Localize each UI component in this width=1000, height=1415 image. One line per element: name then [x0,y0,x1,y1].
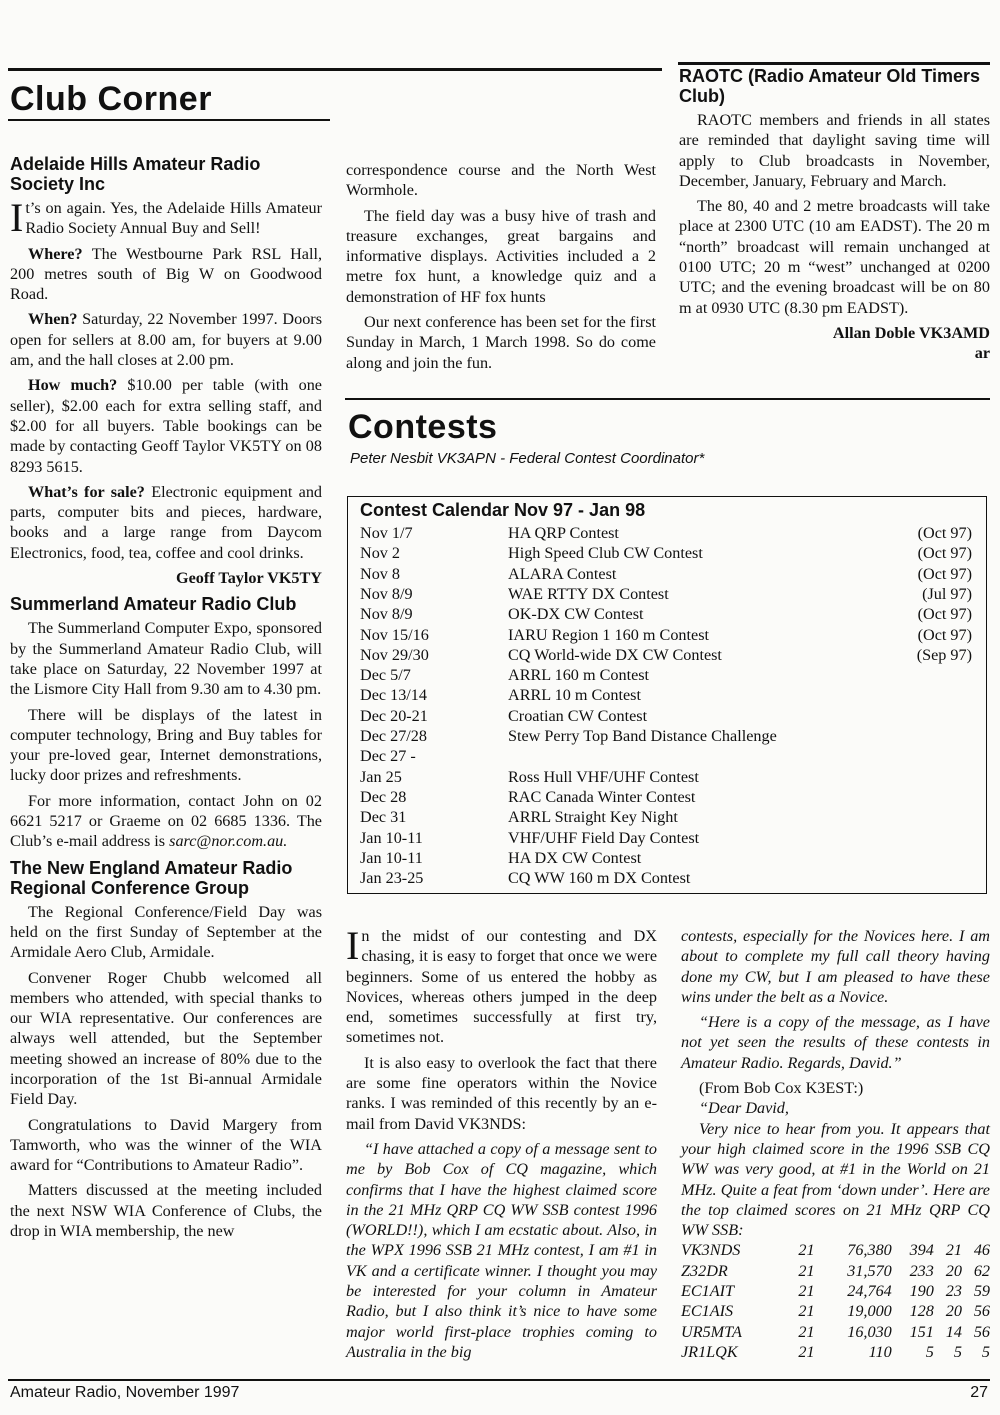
calendar-date: Nov 2 [360,544,401,563]
score-cell: JR1LQK [681,1342,738,1361]
calendar-row [360,685,972,705]
contests-quote-1b: contests, especially for the Novices here. I am about to complete my full call theory having done my CW, but I am pleased to have these wins under the belt as a Novice. [681,927,990,1006]
score-cell: 24,764 [847,1282,892,1301]
calendar-name: ARRL 160 m Contest [508,666,650,685]
score-cell: 21 [945,1241,962,1260]
contests-quote-3: Very nice to hear from you. It appears that your high claimed score in the 1996 SSB CQ WW was very good, at #1 in the World on 21 MHz. Quite a feat from ‘down under’. Here are the top claimed scores on 21 MHz QRP CQ WW SSB: [681,1119,990,1240]
calendar-name: OK-DX CW Contest [508,605,644,624]
adelaide-when: When? Saturday, 22 November 1997. Doors open for sellers at 8.00 am, for buyers at 9.00 am, and the hall closes at 2.00 pm. [10,310,322,370]
calendar-name: CQ WW 160 m DX Contest [508,869,691,888]
calendar-src: (Jul 97) [922,584,972,603]
calendar-name: ARRL Straight Key Night [508,808,678,827]
new-england-p6: The field day was a busy hive of trash and treasure exchanges, great bargains and informative displays. Activities included a 2 metre fox hunt, a knowledge quiz and a demonstration of HF fox hunts [346,206,656,306]
adelaide-where: Where? The Westbourne Park RSL Hall, 200 metres south of Big W on Goodwood Road. [10,244,322,304]
contests-dear: “Dear David, [699,1099,789,1118]
summerland-p1: The Summerland Computer Expo, sponsored by the Summerland Amateur Radio Club, will take place on Saturday, 22 November 1997 at the Lismore City Hall from 9.30 am to 4.30 pm. [10,619,322,699]
calendar-date: Dec 28 [360,787,407,806]
score-cell: 46 [973,1241,990,1260]
calendar-src: (Oct 97) [917,524,972,542]
calendar-src: (Sep 97) [916,645,972,664]
score-row [681,1301,990,1321]
score-cell: 151 [909,1322,934,1341]
score-cell: 20 [945,1261,962,1280]
score-cell: 21 [798,1261,815,1280]
score-cell: 16,030 [847,1322,892,1341]
score-cell: 5 [925,1342,934,1361]
header-underline [8,119,330,121]
calendar-date: Nov 15/16 [360,625,429,644]
summerland-heading: Summerland Amateur Radio Club [10,594,297,615]
contests-from: (From Bob Cox K3EST:) [699,1079,864,1098]
summerland-email: sarc@nor.com.au. [169,832,288,851]
calendar-date: Dec 31 [360,808,407,827]
score-cell: 56 [973,1302,990,1321]
adelaide-forsale: What’s for sale? Electronic equipment and parts, computer bits and pieces, hardware, books and a large range from Daycom Electronics, food, tea, coffee and cool drinks. [10,482,323,562]
column-3-top [679,66,990,369]
calendar-name: RAC Canada Winter Contest [508,787,696,806]
calendar-src: (Oct 97) [917,544,972,563]
new-england-p1: The Regional Conference/Field Day was held on the first Sunday of September at the Armidale Aero Club, Armidale. [10,902,322,962]
score-cell: 21 [798,1282,815,1301]
calendar-row [360,604,972,624]
new-england-heading: The New England Amateur Radio Regional Conference Group [10,857,293,898]
adelaide-heading: Adelaide Hills Amateur Radio Society Inc [10,154,261,194]
calendar-row [360,848,972,868]
new-england-p7: Our next conference has been set for the first Sunday in March, 1 March 1998. So do come along and join the fun. [346,313,656,372]
calendar-title: Contest Calendar Nov 97 - Jan 98 [360,500,646,520]
footer-left: Amateur Radio, November 1997 [10,1384,240,1401]
raotc-end-tag: ar [974,344,990,363]
contests-quote-1: “I have attached a copy of a message sent to me by Bob Cox of CQ magazine, which confirms that I have the highest claimed score in the 21 MHz QRP CQ WW SSB contest 1996 (WORLD!!), which I am ecstatic about. Also, in the WPX 1996 SSB 21 MHz contest, I am #1 in VK and a certificate winner. I thought you may be interested for your column in Amateur Radio, but I also think it’s nice to have some major world first-place trophies coming to Australia in the big [346,1139,657,1361]
score-cell: 31,570 [847,1261,892,1280]
new-england-p2: Convener Roger Chubb welcomed all members who attended, with special thanks to our WIA representative. Our conferences are always well attended, but the September meeting showed an increase of 80% due to the incorporation of the 1st Bi-annual Armidale Field Day. [10,968,322,1109]
raotc-signature: Allan Doble VK3AMD [832,323,990,342]
calendar-row [360,787,972,807]
calendar-date: Nov 1/7 [360,524,413,542]
new-england-p5: correspondence course and the North West Wormhole. [346,161,656,200]
calendar-date: Dec 27/28 [360,727,427,745]
score-cell: 21 [798,1241,815,1260]
calendar-name: ARRL 10 m Contest [508,686,641,705]
score-cell: 5 [953,1342,962,1361]
top-rule-right [678,62,990,65]
column-2-bottom [346,923,657,1367]
calendar-date: Jan 23-25 [360,869,424,888]
club-corner-title: Club Corner [10,80,212,118]
contests-p1: In the midst of our contesting and DX chasing, it is easy to forget that once we were beginners. Some of us entered the hobby as Novices, whereas others jumped in the deep end, sometimes successfully at first try, sometimes not. [346,923,657,1047]
score-row [681,1322,990,1342]
contests-quote-2: “Here is a copy of the message, as I have not yet seen the results of these contests in Amateur Radio. Regards, David.” [681,1013,990,1072]
score-cell: 19,000 [847,1302,892,1321]
score-cell: 56 [973,1322,990,1341]
score-cell: Z32DR [681,1261,728,1280]
score-cell: 394 [909,1241,934,1260]
calendar-date: Jan 10-11 [360,848,423,867]
calendar-date: Nov 8/9 [360,605,413,624]
calendar-row [360,564,972,584]
calendar-date: Dec 20-21 [360,706,428,725]
calendar-row [360,543,972,563]
score-cell: VK3NDS [681,1241,741,1260]
column-3-bottom [681,926,990,1362]
score-cell: EC1AIS [681,1302,734,1321]
calendar-name: WAE RTTY DX Contest [508,584,669,603]
score-cell: 21 [798,1342,815,1361]
calendar-name: High Speed Club CW Contest [508,544,703,563]
calendar-date: Nov 8 [360,564,401,583]
score-cell: 76,380 [847,1241,892,1260]
new-england-p4: Matters discussed at the meeting included the next NSW WIA Conference of Clubs, the drop in WIA membership, the new [10,1181,322,1241]
score-row [681,1342,990,1362]
score-cell: 110 [868,1342,892,1361]
score-cell: 14 [945,1322,962,1341]
score-cell: 62 [973,1261,990,1280]
calendar-date: Dec 27 - [360,747,416,766]
score-cell: 21 [798,1302,815,1321]
calendar-row [360,665,972,685]
score-cell: UR5MTA [681,1322,742,1341]
adelaide-signature: Geoff Taylor VK5TY [175,569,322,588]
calendar-src: (Oct 97) [917,564,972,583]
score-cell: 21 [798,1322,815,1341]
calendar-name: HA QRP Contest [508,524,619,542]
calendar-row [360,868,972,888]
calendar-name: CQ World-wide DX CW Contest [508,645,722,664]
calendar-date: Nov 8/9 [360,584,413,603]
contests-p2: It is also easy to overlook the fact that there are some fine operators within the Novice ranks. I was reminded of this recently by an e-mail from David VK3NDS: [346,1053,657,1133]
summerland-p3: For more information, contact John on 02 6621 5217 or Graeme on 02 6685 1336. The Club’s e-mail address is sarc@nor.com.au. [10,791,322,851]
score-cell: 5 [981,1342,990,1361]
calendar-src: (Oct 97) [917,625,972,644]
calendar-name: ALARA Contest [508,564,617,583]
calendar-row [360,645,972,665]
score-cell: 128 [909,1302,934,1321]
new-england-p3: Congratulations to David Margery from Tamworth, who was the winner of the WIA award for “Contributions to Amateur Radio”. [10,1115,322,1175]
adelaide-howmuch: How much? $10.00 per table (with one seller), $2.00 each for extra selling staff, and $2.00 for all buyers. Table bookings can be made by contacting Geoff Taylor VK5TY on 08 8293 5615. [10,376,322,476]
score-cell: EC1AIT [681,1282,735,1301]
calendar-date: Dec 5/7 [360,666,411,685]
contests-byline: Peter Nesbit VK3APN - Federal Contest Coordinator* [350,450,705,467]
contests-title: Contests [348,408,498,446]
raotc-heading: RAOTC (Radio Amateur Old Timers Club) [679,66,981,106]
adelaide-intro: It’s on again. Yes, the Adelaide Hills Amateur Radio Society Annual Buy and Sell! [10,195,322,240]
calendar-row [360,807,972,827]
calendar-row [360,625,972,645]
calendar-name: IARU Region 1 160 m Contest [508,625,709,644]
calendar-date: Jan 10-11 [360,828,423,847]
calendar-src: (Oct 97) [917,605,972,624]
calendar-name: Croatian CW Contest [508,706,648,725]
score-cell: 233 [909,1261,934,1280]
calendar-row [360,726,972,746]
calendar-row [360,746,972,766]
scores-table [681,1240,990,1362]
score-cell: 59 [973,1282,990,1301]
calendar-date: Dec 13/14 [360,686,427,705]
contests-rule [345,398,990,400]
raotc-p1: RAOTC members and friends in all states are reminded that daylight saving time will apply to Club broadcasts in November, December, January, February and March. [679,111,990,190]
calendar-name: Ross Hull VHF/UHF Contest [508,767,699,786]
score-cell: 190 [909,1282,934,1301]
summerland-p2: There will be displays of the latest in computer technology, Bring and Buy tables for your pre-loved gear, Internet demonstrations, lucky door prizes and refreshments. [10,705,322,785]
column-2-top [346,160,656,378]
calendar-row [360,584,972,604]
raotc-p2: The 80, 40 and 2 metre broadcasts will take place at 2300 UTC (10 am EADST). The 20 m “north” broadcast will remain unchanged at 0100 UTC; 20 m “west” unchanged at 0200 UTC; and the evening broadcast will be on 80 m at 0930 UTC (8.30 pm EADST). [679,197,990,317]
score-row [681,1261,990,1281]
score-row [681,1281,990,1301]
score-cell: 23 [945,1282,962,1301]
calendar-date: Jan 25 [360,767,402,786]
calendar-row [360,828,972,848]
score-row [681,1240,990,1260]
calendar-name: Stew Perry Top Band Distance Challenge [508,727,777,745]
footer-rule [8,1379,990,1381]
footer-page-number: 27 [970,1384,988,1401]
column-1 [10,154,322,1246]
top-rule-left [8,68,662,71]
calendar-date: Nov 29/30 [360,645,429,664]
calendar-row [360,523,972,543]
calendar-row [360,706,972,726]
score-cell: 20 [945,1302,962,1321]
calendar-name: VHF/UHF Field Day Contest [508,828,700,847]
calendar-name: HA DX CW Contest [508,848,642,867]
contest-calendar [347,496,987,894]
calendar-row [360,767,972,787]
